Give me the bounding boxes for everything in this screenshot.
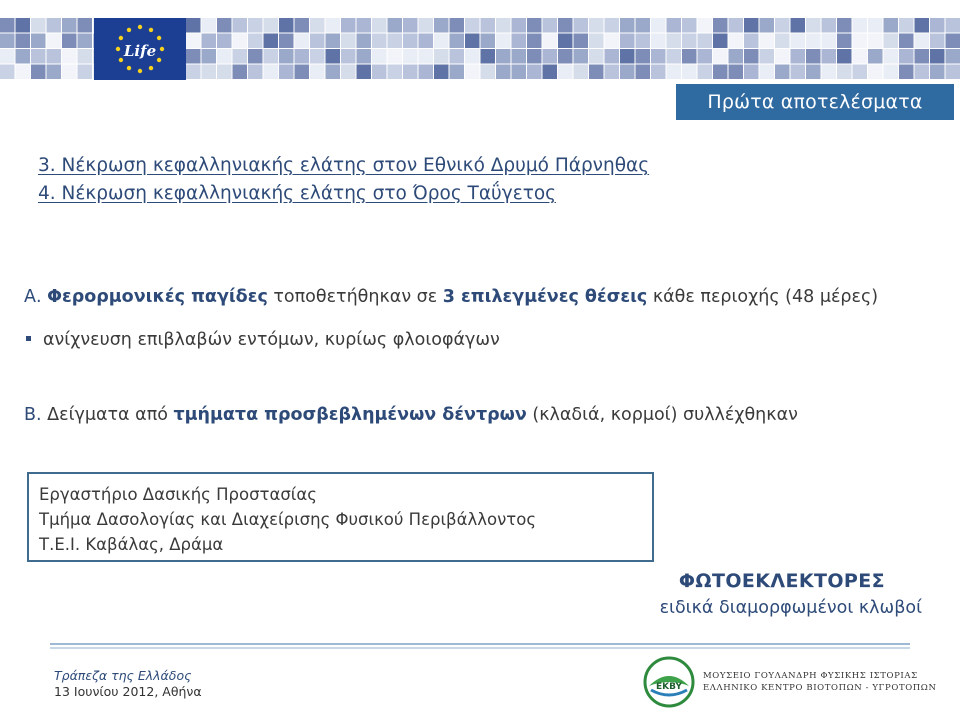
ekby-logo-icon bbox=[643, 656, 695, 708]
lab-line-3: Τ.Ε.Ι. Καβάλας, Δράμα bbox=[39, 535, 224, 554]
para-a-marker: Α. bbox=[24, 287, 48, 307]
ekby-line-2: ΕΛΛΗΝΙΚΟ ΚΕΝΤΡΟ ΒΙΟΤΟΠΩΝ - ΥΓΡΟΤΟΠΩΝ bbox=[703, 683, 937, 693]
bullet-text: ανίχνευση επιβλαβών εντόμων, κυρίως φλοιοφάγων bbox=[43, 330, 500, 350]
photo-eclectors-subtitle: ειδικά διαμορφωμένοι κλωβοί bbox=[659, 598, 922, 618]
ekby-name bbox=[703, 670, 936, 694]
heading-taygetos: 4. Νέκρωση κεφαλληνιακής ελάτης στο Όρος Ταΰγετος bbox=[38, 183, 557, 204]
footer-bank: Τράπεζα της Ελλάδος bbox=[54, 668, 192, 683]
bullet-square-icon bbox=[26, 336, 31, 341]
ekby-line-1: ΜΟΥΣΕΙΟ ΓΟΥΛΑΝΔΡΗ ΦΥΣΙΚΗΣ ΙΣΤΟΡΙΑΣ bbox=[703, 671, 918, 681]
footer-event-info bbox=[54, 668, 202, 699]
paragraph-a bbox=[24, 287, 878, 307]
lab-line-1: Εργαστήριο Δασικής Προστασίας bbox=[39, 485, 317, 504]
paragraph-b bbox=[24, 405, 798, 425]
para-b-text-2: (κλαδιά, κορμοί) συλλέχθηκαν bbox=[526, 405, 798, 425]
lab-line-2: Τμήμα Δασολογίας και Διαχείρισης Φυσικού Περιβάλλοντος bbox=[39, 510, 537, 529]
life-logo bbox=[94, 18, 186, 80]
heading-parnitha: 3. Νέκρωση κεφαλληνιακής ελάτης στον Εθνικό Δρυμό Πάρνηθας bbox=[38, 155, 650, 176]
photo-eclectors-title: ΦΩΤΟΕΚΛΕΚΤΟΡΕΣ bbox=[678, 570, 885, 592]
headings-block bbox=[38, 152, 649, 208]
para-a-text-2: κάθε περιοχής (48 μέρες) bbox=[647, 287, 879, 307]
para-b-trees: τμήματα προσβεβλημένων δέντρων bbox=[173, 405, 527, 425]
para-b-marker: Β. bbox=[24, 405, 48, 425]
laboratory-box bbox=[27, 472, 654, 562]
para-a-sites: 3 επιλεγμένες θέσεις bbox=[442, 287, 648, 307]
footer-divider bbox=[50, 643, 910, 649]
para-a-traps: Φερορμονικές παγίδες bbox=[47, 287, 268, 307]
section-title-tab: Πρώτα αποτελέσματα bbox=[676, 84, 954, 120]
life-logo-text: Life bbox=[123, 42, 157, 60]
bullet-item bbox=[24, 330, 500, 350]
footer-date: 13 Ιουνίου 2012, Αθήνα bbox=[54, 684, 202, 699]
para-b-text-1: Δείγματα από bbox=[47, 405, 174, 425]
ekby-logo-text: EKBY bbox=[655, 682, 683, 692]
para-a-text-1: τοποθετήθηκαν σε bbox=[267, 287, 443, 307]
